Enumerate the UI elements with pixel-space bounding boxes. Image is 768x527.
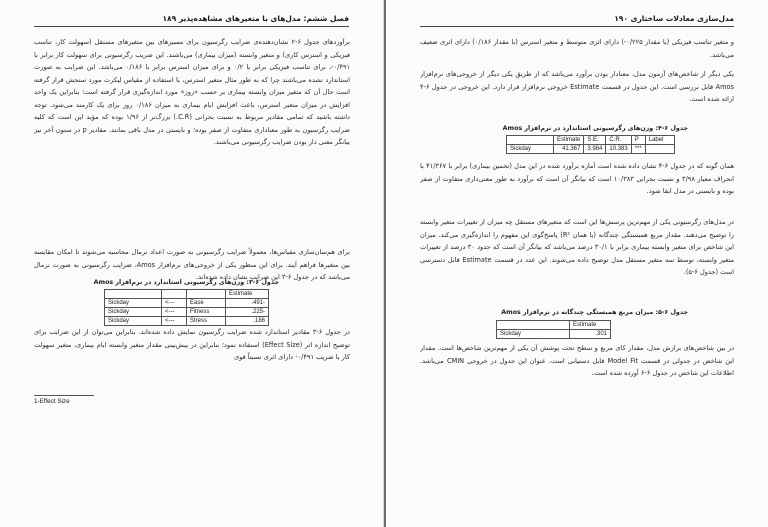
right-paragraph-2: یکی دیگر از شاخص‌های آزمون مدل، معنادار بودن برآورد می‌باشد که از طریق یکی دیگر از خروجی‌های نرم‌افزار Amos قابل بررسی است. این جدول در قسمت Estimate خروجی نرم‌افزار قرار دارد. این خروجی در جدول ۶-۴ ارائه شده است. xyxy=(420,70,734,103)
table-header-row xyxy=(497,321,611,330)
cell-dependent: Sickday xyxy=(105,317,162,326)
table-row xyxy=(105,308,269,317)
cell-estimate: .225- xyxy=(226,308,269,317)
right-page xyxy=(386,0,768,527)
cell-predictor: Fitness xyxy=(187,308,226,317)
cell-dependent: Sickday xyxy=(105,308,162,317)
right-table1-caption: جدول ۶-۴: وزن‌های رگرسیونی استاندارد در نرم‌افزار Amos xyxy=(502,125,688,132)
cell-label xyxy=(645,145,674,154)
table-header-row xyxy=(507,136,675,145)
cell-estimate: .301 xyxy=(570,330,611,339)
left-table-caption: جدول ۶-۳: وزن‌های رگرسیونی استاندارد در نرم‌افزار Amos xyxy=(93,279,279,286)
table-header-row xyxy=(105,290,269,299)
cell-estimate: 41.367 xyxy=(554,145,584,154)
header-cell: C.R. xyxy=(606,136,631,145)
cell-arrow: <--- xyxy=(162,308,187,317)
header-cell: Estimate xyxy=(570,321,611,330)
left-page-header xyxy=(34,14,349,27)
cell-arrow: <--- xyxy=(162,317,187,326)
squared-multiple-correlation-table xyxy=(496,320,611,339)
cell-p: *** xyxy=(631,145,645,154)
right-paragraph-5: در بین شاخص‌های برازش مدل، مقدار کای مربع و سطح تحت پوشش آن یکی از مهم‌ترین شاخص‌ها است. مقدار این شاخص در جدولی در قسمت Model Fit قابل دستیابی است. عنوان این جدول در خروجی CMIN می‌باشد. اطلاعات این شاخص در جدول ۶-۶ آورده شده است. xyxy=(420,344,734,377)
header-cell xyxy=(187,290,226,299)
header-cell xyxy=(507,136,554,145)
cell-arrow: <--- xyxy=(162,299,187,308)
table-row xyxy=(497,330,611,339)
header-cell: Estimate xyxy=(554,136,584,145)
right-paragraph-4: در مدل‌های رگرسیونی یکی از مهم‌ترین پرسش‌ها این است که متغیرهای مستقل چه میزان از تغییرات متغیر وابسته را توضیح می‌دهند. مقدار مربع همبستگی چندگانه (یا همان R²) پاسخ‌گوی این مفهوم را اندازه‌گیری می‌کند. میزان این شاخص برای متغیر وابسته بیماری برابر با ۳۰/۱ درصد می‌باشد که بیانگر آن است که حدود ۳۰ درصد از تغییرات متغیر وابسته، توسط سه متغیر مستقل مدل توضیح داده می‌شوند. این عدد در قسمت Estimate قابل دسترسی است (جدول ۶-۵). xyxy=(420,218,734,276)
header-cell: S.E. xyxy=(584,136,606,145)
cell-cr: 10.383 xyxy=(606,145,631,154)
cell-estimate: .491- xyxy=(226,299,269,308)
cell-se: 3.984 xyxy=(584,145,606,154)
header-cell xyxy=(105,290,162,299)
right-paragraph-3: همان گونه که در جدول ۶-۴ نشان داده شده است آماره برآورد شده در این مدل (تخمین بیماری) برابر با ۴۱/۳۶۷ با انحراف معیار ۳/۹۸ و نسبت بحرانی ۱۰/۳۸۳ است که بیانگر آن است که برآورد به طور معنی‌داری متفاوت از صفر بوده و بایستی در مدل ابقا شود. xyxy=(420,162,734,195)
standardized-regression-table xyxy=(104,289,269,326)
footnote: 1-Effect Size xyxy=(34,398,70,405)
cell-predictor: Ease xyxy=(187,299,226,308)
cell-estimate: .186 xyxy=(226,317,269,326)
left-paragraph-2: برای هم‌سان‌سازی مقیاس‌ها، معمولاً ضرایب رگرسیونی به صورت اعداد نرمال محاسبه می‌شوند تا امکان مقایسه بین متغیرها فراهم آیند. برای این منظور یکی از خروجی‌های نرم‌افزار Amos، ضرایب رگرسیونی به صورت نرمال می‌باشد که در جدول ۶-۳ این ضرایب نشان داده شده‌اند. xyxy=(34,248,350,281)
cell-predictor: Stress xyxy=(187,317,226,326)
header-cell: Estimate xyxy=(226,290,269,299)
left-page-header-title: فصل ششم: مدل‌های با متغیرهای مشاهده‌پذیر ۱۸۹ xyxy=(162,14,349,23)
left-paragraph-1: برآوردهای جدول ۶-۲ نشان‌دهنده‌ی ضرایب رگرسیون برای مسیرهای بین متغیرهای مستقل (سهولت کار، تناسب فیزیکی و استرس کاری) و متغیر وابسته (میزان بیماری) می‌باشند. این ضریب رگرسیونی برای سهولت کار برابر با ۰/۴۹۱-، برای تناسب فیزیکی برابر با ۰/۲ و برای میزان استرس برابر با ۰/۱۸۶ می‌باشد. این ضرایب به صورت استاندارد نشده می‌باشند چرا که به طور مثال متغیر استرس، با استفاده از مقیاس لیکرت مورد سنجش قرار گرفته است حال آن که متغیر میزان وابسته بیماری بر حسب «روز» مورد اندازه‌گیری قرار گرفته است؛ بنابراین یک واحد افزایش در میزان متغیر استرس، باعث افزایش ایام بیماری به میزان ۰/۱۸۶ روز برای یک کارمند می‌شود. توجه داشته باشید که تمامی مقادیر مربوط به نسبت بحرانی (C.R.) بزرگ‌تر از ۱/۹۶ بوده که مؤید این است که کلیه ضرایب رگرسیون به طور معناداری متفاوت از صفر بوده؛ و بایستی در مدل باقی بمانند. مقادیر p در ستون آخر نیز بیانگر معنی دار بودن ضرایب رگرسیونی می‌باشند. xyxy=(34,38,350,146)
footnote-rule xyxy=(34,395,94,396)
cell-dependent: Sickday xyxy=(105,299,162,308)
cell-variable: Sickday xyxy=(507,145,554,154)
table-row xyxy=(105,317,269,326)
right-page-header-title: ۱۹۰ مدل‌سازی معادلات ساختاری xyxy=(614,14,734,23)
header-cell xyxy=(162,290,187,299)
cell-variable: Sickday xyxy=(497,330,570,339)
regression-weights-table xyxy=(506,135,675,154)
right-page-header xyxy=(420,14,734,27)
right-table2-caption: جدول ۶-۵: میزان مربع همبستگی چندگانه در نرم‌افزار Amos xyxy=(501,309,688,316)
header-cell: P xyxy=(631,136,645,145)
right-paragraph-1: و متغیر تناسب فیزیکی (با مقدار ۰/۲۲۵-) دارای اثری متوسط و متغیر استرس (با مقدار ۰/۱۸۶) دارای اثری ضعیف می‌باشد. xyxy=(420,38,734,59)
left-paragraph-3: در جدول ۶-۳ مقادیر استاندارد شده ضرایب رگرسیون نمایش داده شده‌اند. بنابراین می‌توان از این ضرایب برای توضیح اندازه اثر (Effect Size) استفاده نمود؛ بنابراین در پیش‌بینی مقدار متغیر وابسته ایام بیماری، متغیر سهولت کار با ضریب ۰/۴۹۱- دارای اثری نسبتاً قوی xyxy=(34,328,350,361)
header-cell: Label xyxy=(645,136,674,145)
header-cell xyxy=(497,321,570,330)
table-row xyxy=(507,145,675,154)
table-row xyxy=(105,299,269,308)
